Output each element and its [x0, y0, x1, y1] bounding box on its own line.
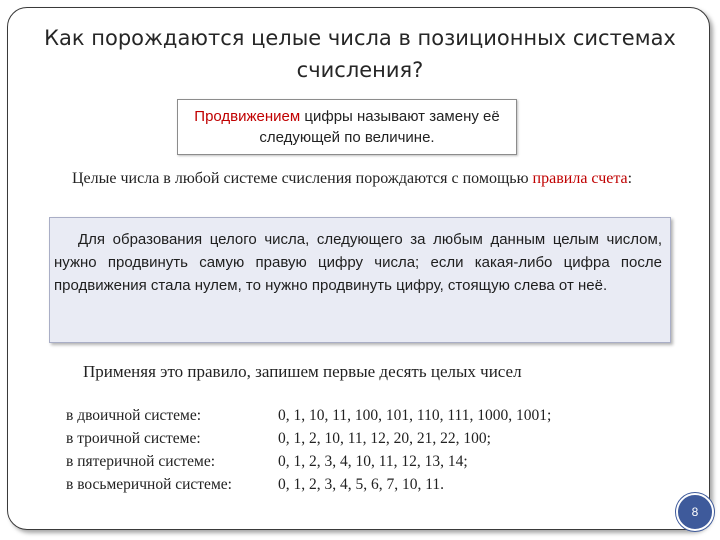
- counting-rule-term: правила счета: [532, 170, 628, 187]
- system-label: в восьмеричной системе:: [66, 476, 232, 493]
- system-label: в двоичной системе:: [66, 407, 202, 424]
- system-row-octal: [66, 473, 444, 496]
- intro-paragraph: [50, 167, 680, 190]
- system-label: в пятеричной системе:: [66, 453, 216, 470]
- system-row-ternary: [66, 427, 491, 450]
- system-row-binary: [66, 404, 551, 427]
- definition-box: [177, 99, 517, 155]
- system-label: в троичной системе:: [66, 430, 201, 447]
- system-sequence: 0, 1, 2, 3, 4, 10, 11, 12, 13, 14;: [278, 453, 468, 470]
- apply-text: Применяя это правило, запишем первые десять целых чисел: [83, 362, 522, 381]
- system-sequence: 0, 1, 2, 10, 11, 12, 20, 21, 22, 100;: [278, 430, 491, 447]
- definition-term: Продвижением: [194, 108, 301, 125]
- intro-text: Целые числа в любой системе счисления порождаются с помощью: [72, 170, 533, 187]
- rule-box: Для образования целого числа, следующего за любым данным целым числом, нужно продвинуть самую правую цифру числа; если какая-либо цифра после продвижения стала нулем, то нужно продвинуть цифру, стоящую слева от неё.: [49, 217, 671, 343]
- system-sequence: 0, 1, 2, 3, 4, 5, 6, 7, 10, 11.: [278, 476, 445, 493]
- slide-title: Как порождаются целые числа в позиционных системах счисления?: [44, 26, 676, 82]
- page-number-badge: 8: [676, 493, 714, 531]
- system-sequence: 0, 1, 10, 11, 100, 101, 110, 111, 1000, 1001;: [278, 407, 552, 424]
- definition-text: цифры называют замену её следующей по величине.: [259, 108, 500, 146]
- system-row-quinary: [66, 450, 468, 473]
- intro-tail: :: [627, 170, 633, 187]
